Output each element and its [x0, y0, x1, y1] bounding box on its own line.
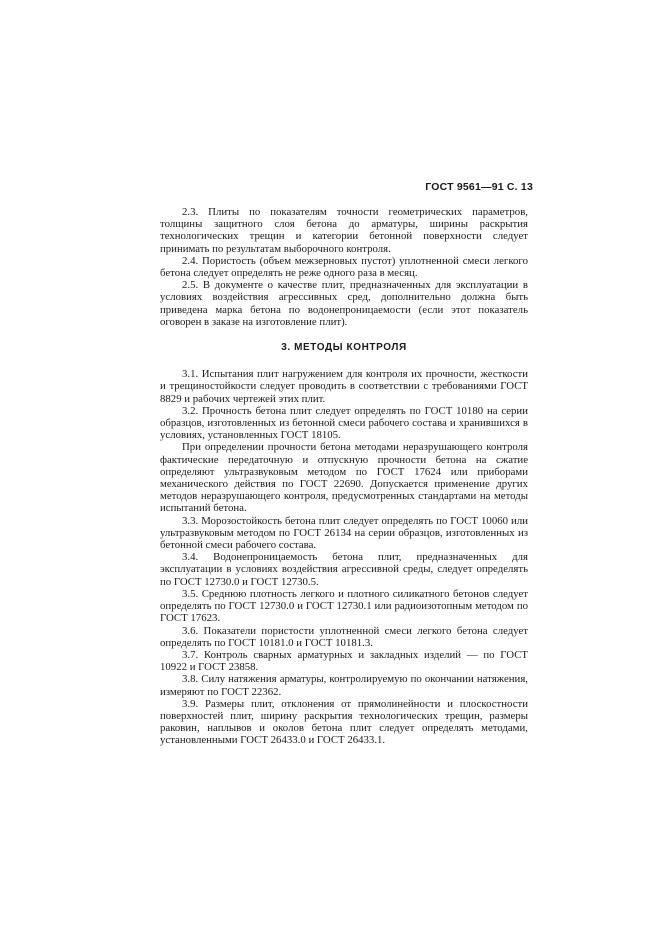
clause-3-2-continued: При определении прочности бетона методами неразрушающего контроля фактические передаточную и отпускную прочности бетона на сжатие определяют ультразвуковым методом по ГОСТ 17624 или приборами механического действия по ГОСТ 22690. Допускается применение других методов неразрушающего контроля, предусмотренных стандартами на методы испытаний бетона.: [160, 441, 528, 515]
clause-3-1: 3.1. Испытания плит нагружением для контроля их прочности, жесткости и трещиностойкости следует проводить в соответствии с требованиями ГОСТ 8829 и рабочих чертежей этих плит.: [160, 368, 528, 405]
clause-3-3: 3.3. Морозостойкость бетона плит следует определять по ГОСТ 10060 или ультразвуковым методом по ГОСТ 26134 на серии образцов, изготовленных из бетонной смеси рабочего состава.: [160, 514, 528, 552]
document-body: [160, 206, 528, 747]
clause-3-5: 3.5. Среднюю плотность легкого и плотного силикатного бетонов следует определять по ГОСТ 12730.0 и ГОСТ 12730.1 или радиоизотопным методом по ГОСТ 17623.: [160, 587, 528, 625]
clause-3-9: 3.9. Размеры плит, отклонения от прямолинейности и плоскостности поверхностей плит, ширину раскрытия технологических трещин, размеры раковин, наплывов и околов бетона плит следует определять методами, установленными ГОСТ 26433.0 и ГОСТ 26433.1.: [160, 697, 528, 747]
clause-3-4: 3.4. Водонепроницаемость бетона плит, предназначенных для эксплуатации в условиях воздействия агрессивной среды, следует определять по ГОСТ 12730.0 и ГОСТ 12730.5.: [160, 551, 528, 588]
section-heading-control-methods: 3. МЕТОДЫ КОНТРОЛЯ: [281, 342, 407, 354]
clause-3-2: 3.2. Прочность бетона плит следует определять по ГОСТ 10180 на серии образцов, изготовленных из бетонной смеси рабочего состава и хранившихся в условиях, установленных ГОСТ 18105.: [160, 404, 528, 442]
clause-3-8: 3.8. Силу натяжения арматуры, контролируемую по окончании натяжения, измеряют по ГОСТ 22362.: [160, 673, 528, 698]
clause-2-4: 2.4. Пористость (объем межзерновых пустот) уплотненной смеси легкого бетона следует определять не реже одного раза в месяц.: [160, 254, 528, 280]
page-header: ГОСТ 9561—91 С. 13: [425, 181, 533, 193]
clause-3-7: 3.7. Контроль сварных арматурных и закладных изделий — по ГОСТ 10922 и ГОСТ 23858.: [160, 648, 528, 674]
clause-2-3: 2.3. Плиты по показателям точности геометрических параметров, толщины защитного слоя бетона до арматуры, ширины раскрытия технологических трещин и категории бетонной поверхности следует принимать по результатам выборочного контроля.: [160, 206, 528, 255]
clause-3-6: 3.6. Показатели пористости уплотненной смеси легкого бетона следует определять по ГОСТ 10181.0 и ГОСТ 10181.3.: [160, 624, 528, 649]
clause-2-5: 2.5. В документе о качестве плит, предназначенных для эксплуатации в условиях воздействия агрессивных сред, дополнительно должна быть приведена марка бетона по водонепроницаемости (если этот показатель оговорен в заказе на изготовление плит).: [160, 279, 528, 328]
